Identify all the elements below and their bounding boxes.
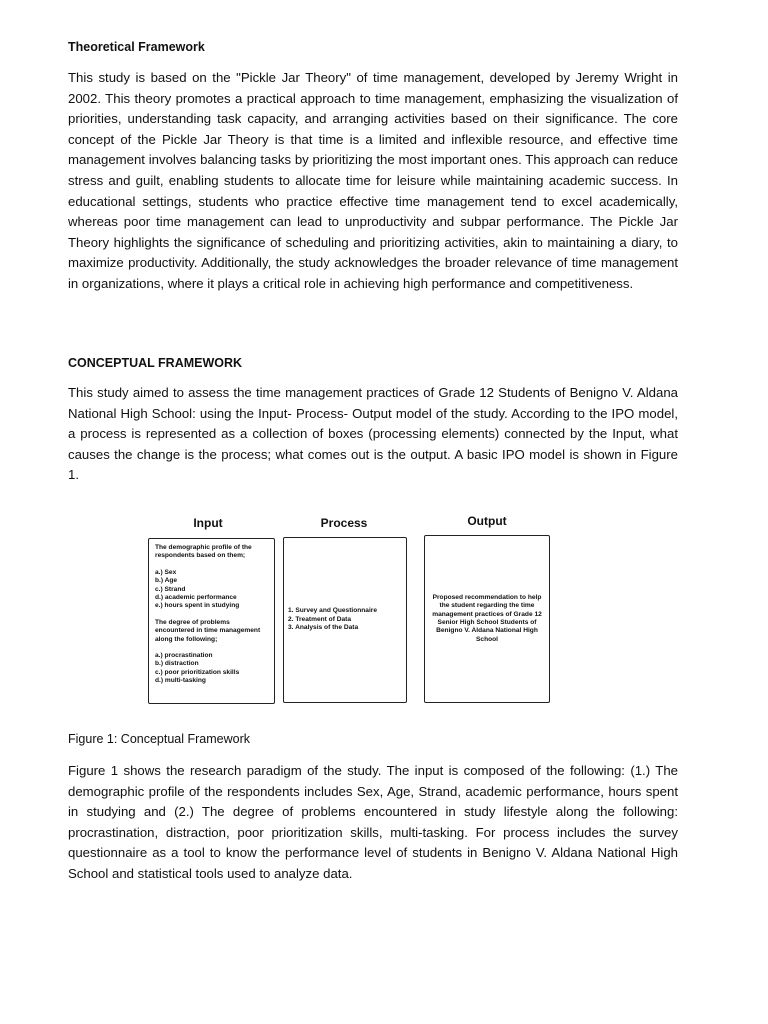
conceptual-framework-paragraph: This study aimed to assess the time management practices of Grade 12 Students of Benigno V. Aldana National High School: using the Input- Process- Output model of the study. According to the IPO model, a process is represented as a collection of boxes (processing elements) connected by the Input, what causes the change is the process; what comes out is the output. A basic IPO model is shown in Figure 1. [68,385,678,483]
input-column-title: Input [193,516,223,530]
input-item: b.) Age [155,577,178,585]
output-column-title: Output [467,514,507,528]
input-item: c.) Strand [155,585,186,593]
input-item: a.) Sex [155,568,177,576]
problem-item: b.) distraction [155,660,199,668]
problems-intro: The degree of problems encountered in time management along the following; [155,618,261,643]
problem-item: a.) procrastination [155,652,213,660]
input-box [148,538,275,704]
input-item: e.) hours spent in studying [155,602,240,610]
problem-item: c.) poor prioritization skills [155,668,240,676]
problem-item: d.) multi-tasking [155,677,206,685]
figure-description-paragraph: Figure 1 shows the research paradigm of the study. The input is composed of the following: (1.) The demographic profile of the respondents includes Sex, Age, Strand, academic performance, hours spent in studying and (2.) The degree of problems encountered in study lifestyle along the following: procrastination, distraction, poor prioritization skills, multi-tasking. For process includes the survey questionnaire as a tool to know the performance level of students in Benigno V. Aldana National High School and statistical tools used to analyze data. [68,763,678,881]
process-column-title: Process [320,516,368,530]
output-box [424,535,550,703]
theoretical-framework-paragraph: This study is based on the "Pickle Jar Theory" of time management, developed by Jeremy Wright in 2002. This theory promotes a practical approach to time management, emphasizing the visualization of priorities, understanding task capacity, and arranging activities based on their significance. The core concept of the Pickle Jar Theory is that time is a limited and inflexible resource, and effective time management involves balancing tasks by prioritizing the most important ones. This approach can reduce stress and guilt, enabling students to allocate time for leisure while maintaining academic success. In educational settings, students who practice effective time management tend to excel academically, whereas poor time management can lead to unproductivity and subpar performance. The Pickle Jar Theory highlights the significance of scheduling and prioritizing activities, akin to maintaining a diary, to maximize productivity. Additionally, the study acknowledges the broader relevance of time management in organizations, where it plays a critical role in achieving high performance and competitiveness. [68,70,678,291]
figure-caption: Figure 1: Conceptual Framework [68,732,251,746]
output-text: Proposed recommendation to help the student regarding the time management practices of Grade 12 Senior High School Students of Benigno V. Aldana National High School [432,593,542,643]
process-item: 1. Survey and Questionnaire [288,607,378,615]
input-intro: The demographic profile of the respondents based on them; [155,544,252,560]
theoretical-framework-heading: Theoretical Framework [68,40,205,54]
process-item: 2. Treatment of Data [288,615,352,623]
process-item: 3. Analysis of the Data [288,624,359,632]
conceptual-framework-heading: CONCEPTUAL FRAMEWORK [68,356,243,370]
input-item: d.) academic performance [155,594,237,602]
ipo-diagram [148,510,558,710]
process-box [283,537,407,703]
